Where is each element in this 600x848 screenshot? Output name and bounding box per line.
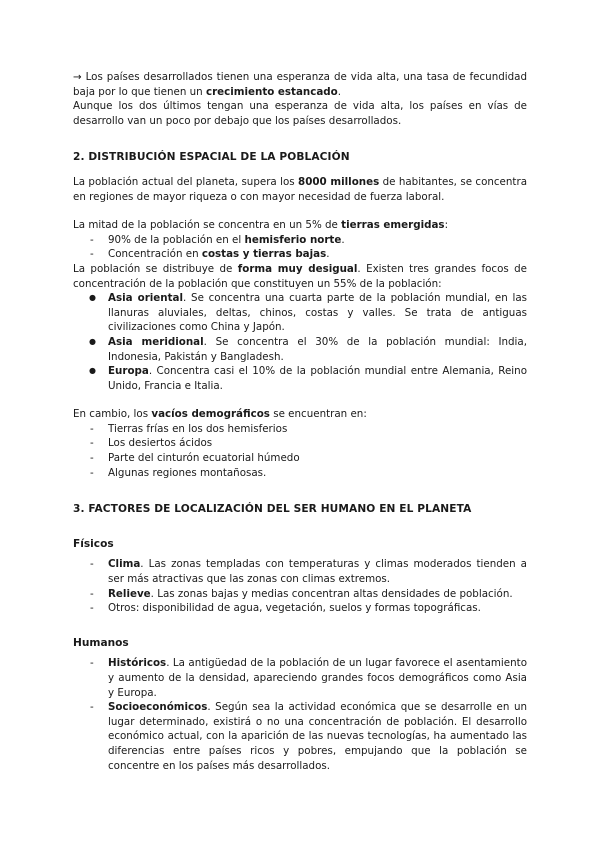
list-item-asia-meridional: ● Asia meridional. Se concentra el 30% de la población mundial: India, Indonesia, Pakistán y Bangladesh. bbox=[73, 335, 527, 364]
list-item-historicos: - Históricos. La antigüedad de la población de un lugar favorece el asentamiento y aumento de la densidad, apareciendo grandes focos demográficos como Asia y Europa. bbox=[73, 656, 527, 700]
section-2-paragraph-4: En cambio, los vacíos demográficos se encuentran en: bbox=[73, 408, 367, 421]
section-2-paragraph-3: La población se distribuye de forma muy desigual. Existen tres grandes focos de concentración de la población que constituyen un 55% de la población: bbox=[73, 262, 527, 290]
list-item: - Algunas regiones montañosas. bbox=[73, 466, 527, 481]
humanos-heading: Humanos bbox=[73, 636, 129, 649]
list-item-otros: - Otros: disponibilidad de agua, vegetación, suelos y formas topográficas. bbox=[73, 601, 527, 616]
list-item: - Tierras frías en los dos hemisferios bbox=[73, 422, 527, 437]
demographic-voids-list bbox=[73, 422, 527, 480]
list-item: - Parte del cinturón ecuatorial húmedo bbox=[73, 451, 527, 466]
intro-paragraph-2: Aunque los dos últimos tengan una esperanza de vida alta, los países en vías de desarrollo van un poco por debajo que los países desarrollados. bbox=[73, 100, 527, 127]
list-item-asia-oriental: ● Asia oriental. Se concentra una cuarta parte de la población mundial, en las llanuras aluviales, deltas, chinos, costas y valles. Se trata de antiguas civilizaciones como China y Japón. bbox=[73, 291, 527, 335]
list-item-socioeconomicos: - Socioeconómicos. Según sea la actividad económica que se desarrolle en un lugar determinado, existirá o no una concentración de población. El desarrollo económico actual, con la aparición de las nuevas tecnologías, ha aumentado las diferencias entre países ricos y pobres, empujando que la población se concentre en los países más desarrollados. bbox=[73, 700, 527, 773]
hemisphere-list bbox=[73, 233, 527, 262]
document-page bbox=[73, 70, 527, 773]
intro-paragraph-1: → Los países desarrollados tienen una esperanza de vida alta, una tasa de fecundidad baja por lo que tienen un crecimiento estancado. bbox=[73, 71, 527, 98]
section-2-heading: 2. DISTRIBUCIÓN ESPACIAL DE LA POBLACIÓN bbox=[73, 151, 350, 164]
section-3-heading: 3. FACTORES DE LOCALIZACIÓN DEL SER HUMANO EN EL PLANETA bbox=[73, 503, 472, 516]
list-item: - Concentración en costas y tierras bajas. bbox=[73, 247, 527, 262]
section-2-paragraph-1: La población actual del planeta, supera los 8000 millones de habitantes, se concentra en regiones de mayor riqueza o con mayor necesidad de fuerza laboral. bbox=[73, 175, 527, 203]
human-factors-list bbox=[73, 656, 527, 773]
list-item-clima: - Clima. Las zonas templadas con temperaturas y climas moderados tienden a ser más atractivas que las zonas con climas extremos. bbox=[73, 557, 527, 586]
physical-factors-list bbox=[73, 557, 527, 615]
list-item: - 90% de la población en el hemisferio norte. bbox=[73, 233, 527, 248]
list-item-relieve: - Relieve. Las zonas bajas y medias concentran altas densidades de población. bbox=[73, 587, 527, 602]
list-item: - Los desiertos ácidos bbox=[73, 436, 527, 451]
section-2-paragraph-2: La mitad de la población se concentra en un 5% de tierras emergidas: bbox=[73, 219, 449, 232]
fisicos-heading: Físicos bbox=[73, 537, 114, 550]
population-focus-list bbox=[73, 291, 527, 393]
list-item-europa: ● Europa. Concentra casi el 10% de la población mundial entre Alemania, Reino Unido, Francia e Italia. bbox=[73, 364, 527, 393]
